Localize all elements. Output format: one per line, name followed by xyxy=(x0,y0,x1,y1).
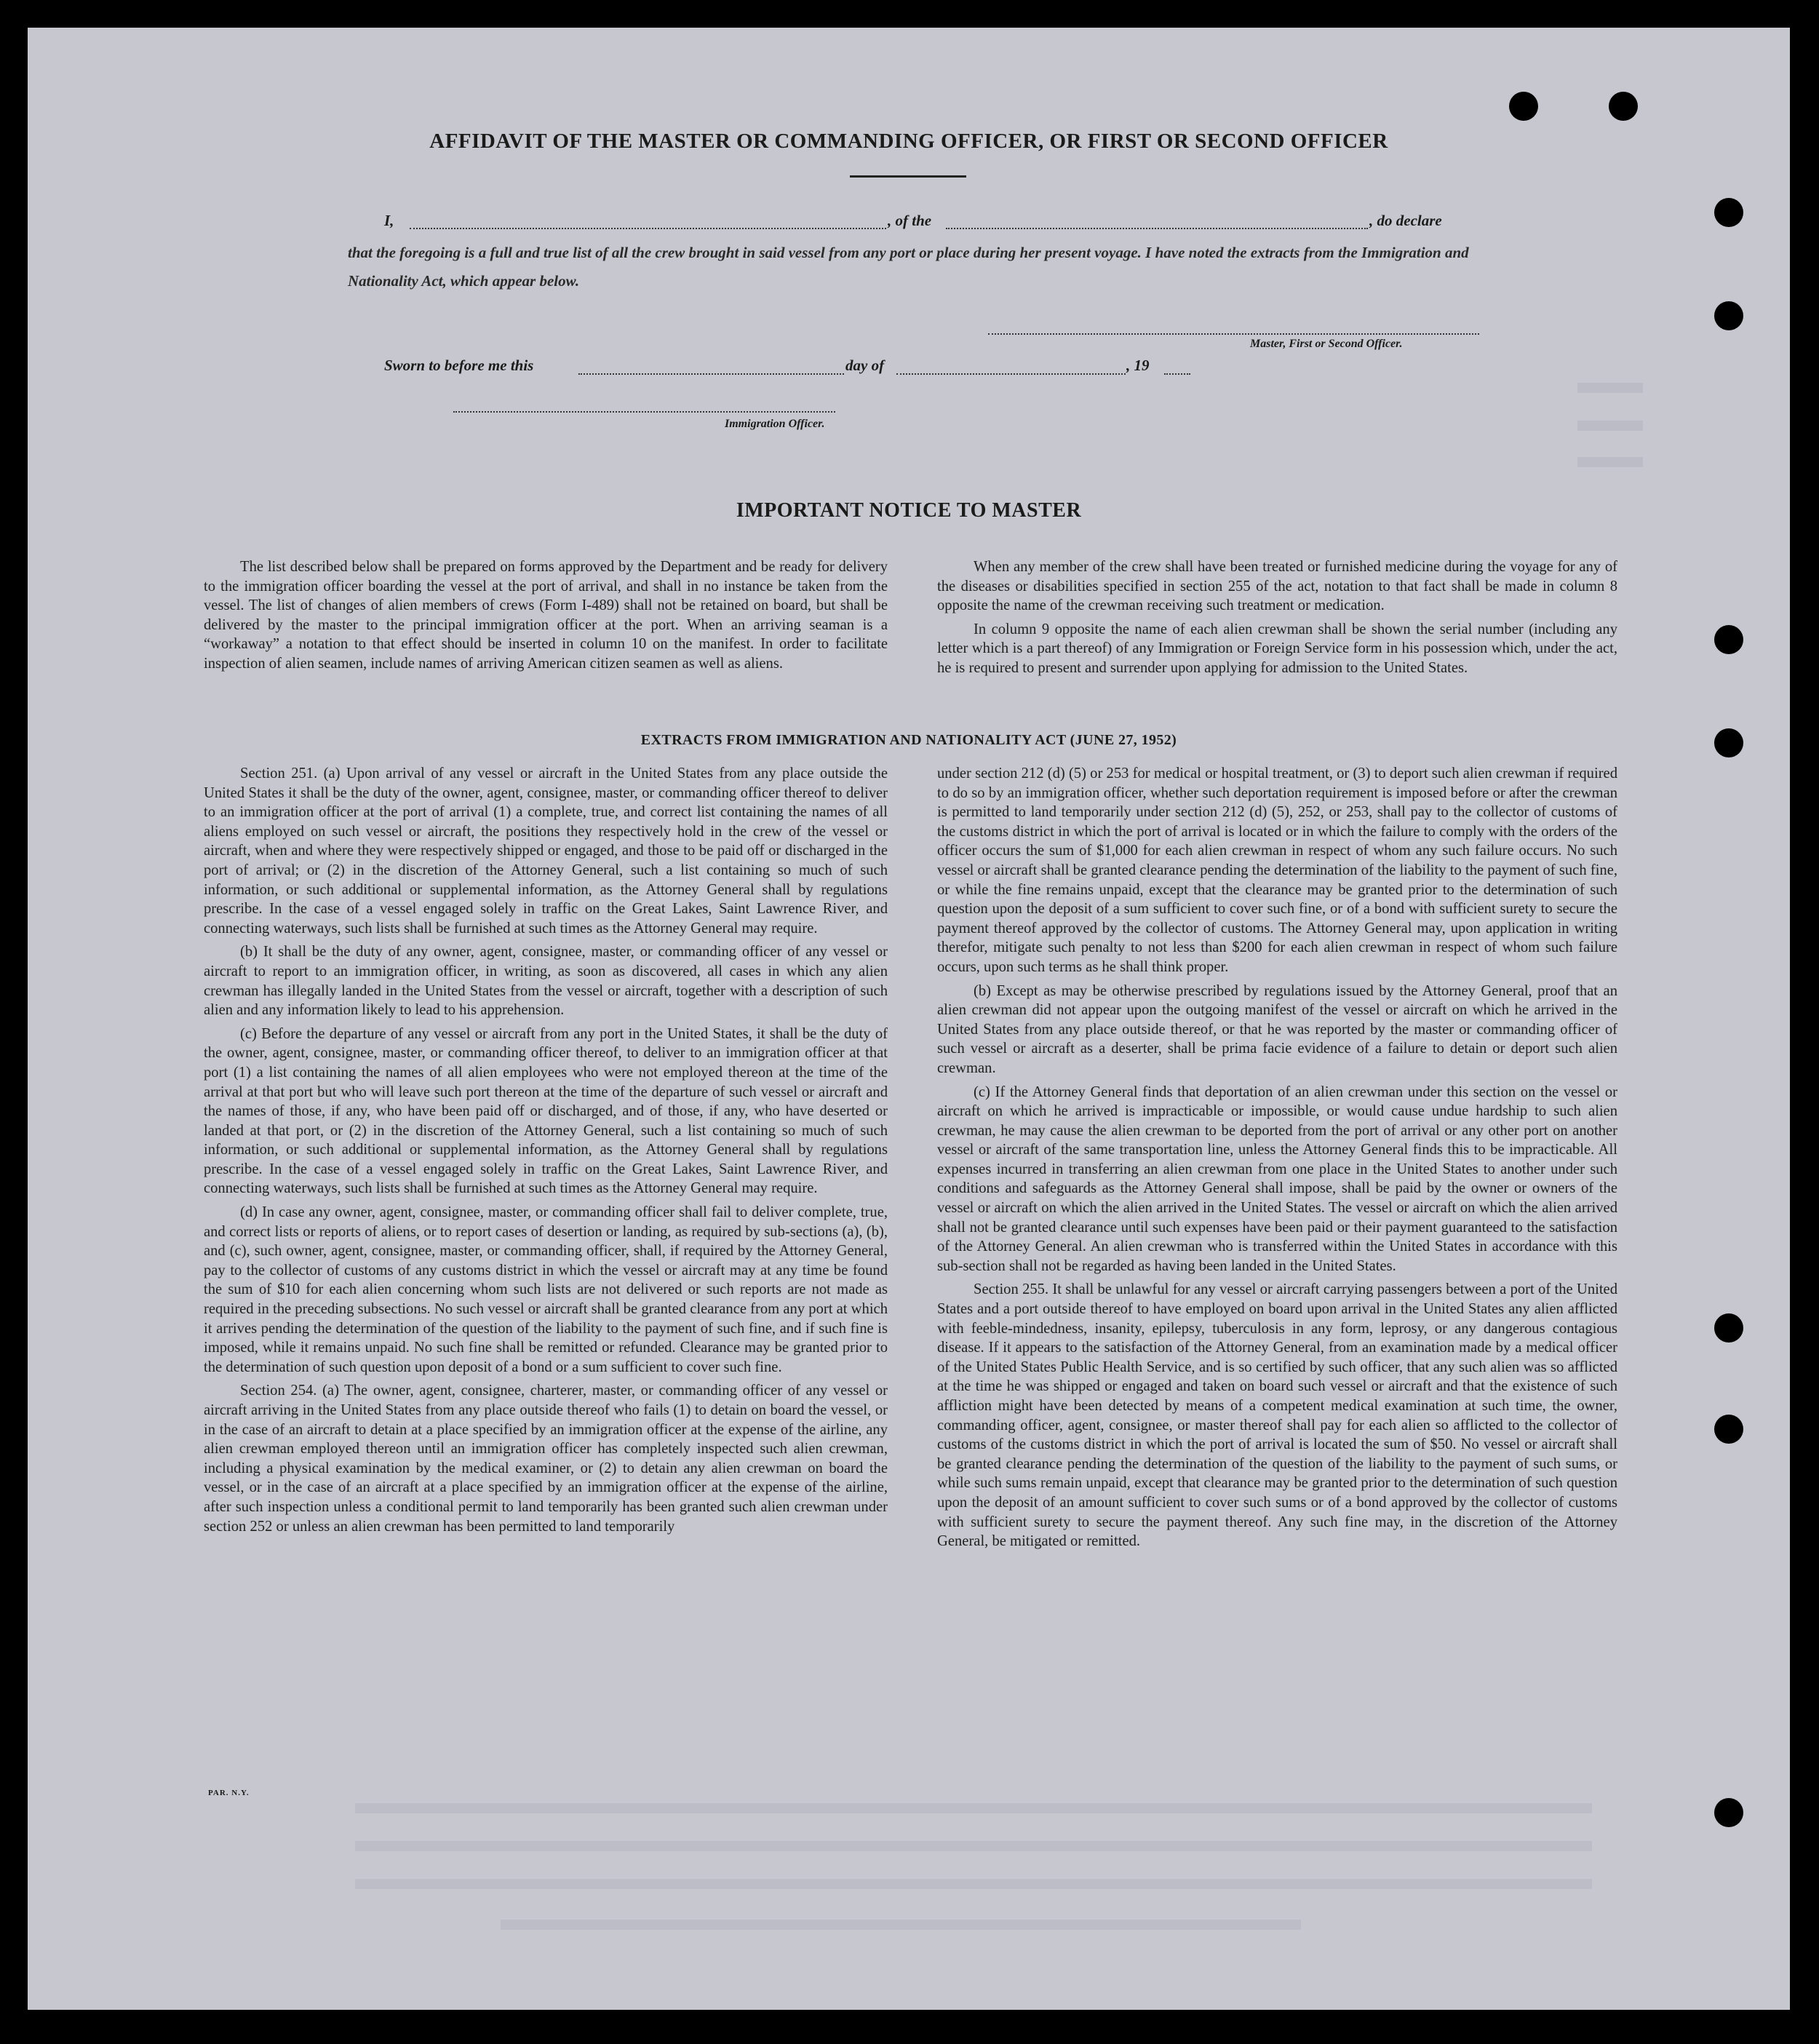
extract-paragraph: Section 251. (a) Upon arrival of any vessel or aircraft in the United States from any place outside the United States it shall be the duty of the owner, agent, consignee, master, or commanding officer thereof to deliver to an immigration officer at the port of arrival (1) a complete, true, and correct list containing the names of all aliens employed on such vessel or aircraft, the positions they respectively hold in the crew of the vessel or aircraft, when and where they were respectively shipped or engaged, and those to be paid off or discharged in the port of arrival; or (2) in the discretion of the Attorney General, such a list containing so much of such information, or such additional or supplemental information, as the Attorney General shall by regulations prescribe. In the case of a vessel engaged solely in traffic on the Great Lakes, Saint Lawrence River, and connecting waterways, such lists shall be furnished at such times as the Attorney General may require. xyxy=(204,765,888,936)
declaration-do-declare-label: , do declare xyxy=(1369,212,1442,229)
extract-paragraph: (b) Except as may be otherwise prescribed by regulations issued by the Attorney General, proof that an alien crewman did not appear upon the outgoing manifest of the vessel or aircraft on which he arrived in the United States from any place outside thereof, or that he was reported by the master or commanding officer of such vessel or aircraft as a deserter, shall be prima facie evidence of a failure to detain or deport such alien crewman. xyxy=(937,982,1617,1076)
immigration-officer-label: Immigration Officer. xyxy=(725,418,825,430)
notice-title: IMPORTANT NOTICE TO MASTER xyxy=(736,499,1082,522)
notice-left-column xyxy=(204,557,888,674)
extracts-left-column xyxy=(204,764,888,1536)
bleed-through-mark xyxy=(355,1803,1592,1813)
immigration-officer-signature-line[interactable] xyxy=(453,411,835,413)
affidavit-title: AFFIDAVIT OF THE MASTER OR COMMANDING OFFICER, OR FIRST OR SECOND OFFICER xyxy=(429,130,1388,153)
vessel-field-line[interactable] xyxy=(946,228,1368,229)
punch-hole xyxy=(1714,198,1743,227)
bleed-through-mark xyxy=(355,1879,1592,1889)
extracts-title: EXTRACTS FROM IMMIGRATION AND NATIONALITY ACT (JUNE 27, 1952) xyxy=(640,732,1177,748)
punch-hole xyxy=(1714,1415,1743,1444)
bleed-through-mark xyxy=(1577,457,1643,467)
name-field-line[interactable] xyxy=(410,228,886,229)
printer-mark: PAR. N.Y. xyxy=(208,1789,250,1797)
master-signature-label: Master, First or Second Officer. xyxy=(1250,338,1403,350)
sworn-label: Sworn to before me this xyxy=(384,357,534,374)
extract-paragraph: (d) In case any owner, agent, consignee, master, or commanding officer shall fail to deliver complete, true, and correct lists or reports of aliens, or to report cases of desertion or landing, as required by sub-sections (a), (b), and (c), such owner, agent, consignee, master, or commanding officer, shall, if required by the Attorney General, pay to the collector of customs of any customs district in which the vessel or aircraft may at any time be found the sum of $10 for each alien concerning whom such lists are not delivered or such reports are not made as required in the preceding subsections. No such vessel or aircraft shall be granted clearance from any port at which it arrives pending the determination of the question of the liability to the payment of such fine, and if such fine is imposed, while it remains unpaid. No such fine shall be remitted or refunded. Clearance may be granted prior to the determination of such question upon deposit of a bond or a sum sufficient to cover such fine. xyxy=(204,1204,888,1375)
punch-hole xyxy=(1509,92,1538,121)
sworn-day-field-line[interactable] xyxy=(578,373,844,375)
punch-hole xyxy=(1714,1313,1743,1343)
extract-paragraph: (c) Before the departure of any vessel or aircraft from any port in the United States, it shall be the duty of the owner, agent, consignee, master, or commanding officer thereof, to deliver to an immigration officer at that port (1) a list containing the names of all alien employees who were not employed thereon at the time of the arrival at that port but who will leave such port thereon at the time of the departure of such vessel or aircraft and the names of those, if any, who have been paid off or discharged, and of those, if any, who have deserted or landed at that port, or (2) in the discretion of the Attorney General, such a list containing so much of such information, or such additional or supplemental information, as the Attorney General shall by regulations prescribe. In the case of a vessel engaged solely in traffic on the Great Lakes, Saint Lawrence River, and connecting waterways, such lists shall be furnished at such times as the Attorney General may require. xyxy=(204,1025,888,1197)
declaration-i-label: I, xyxy=(384,212,394,229)
punch-hole xyxy=(1714,301,1743,330)
notice-paragraph: The list described below shall be prepared on forms approved by the Department and be ready for delivery to the immigration officer boarding the vessel at the port of arrival, and shall in no instance be taken from the vessel. The list of changes of alien members of crews (Form I-489) shall not be retained on board, but shall be delivered by the master to the principal immigration officer at the port. When an arriving seaman is a “workaway” a notation to that effect should be inserted in column 10 on the manifest. In order to facilitate inspection of alien seamen, include names of arriving American citizen seamen as well as aliens. xyxy=(204,559,888,672)
sworn-month-field-line[interactable] xyxy=(896,373,1126,375)
declaration-body: that the foregoing is a full and true list of all the crew brought in said vessel from any port or place during her present voyage. I have noted the extracts from the Immigration and Nationality Act, which appear below. xyxy=(348,244,1469,290)
declaration-of-the-label: , of the xyxy=(888,212,932,229)
sworn-year-field-line[interactable] xyxy=(1164,373,1190,375)
year-label: , 19 xyxy=(1126,357,1150,374)
notice-paragraph: In column 9 opposite the name of each alien crewman shall be shown the serial number (including any letter which is a part thereof) of any Immigration or Foreign Service form in his possession which, under the act, he is required to present and surrender upon applying for admission to the United States. xyxy=(937,621,1617,676)
bleed-through-mark xyxy=(501,1920,1301,1930)
notice-right-column xyxy=(937,557,1617,678)
bleed-through-mark xyxy=(1577,421,1643,431)
punch-hole xyxy=(1714,1798,1743,1827)
extract-paragraph: under section 212 (d) (5) or 253 for medical or hospital treatment, or (3) to deport such alien crewman if required to do so by an immigration officer, whether such deportation requirement is imposed before or after the crewman is permitted to land temporarily under section 212 (d) (5), 252, or 253, shall pay to the collector of customs of the customs district in which the port of arrival is located or in which the failure to comply with the orders of the officer occurs the sum of $1,000 for each alien crewman in respect of whom any such failure occurs. No such vessel or aircraft shall be granted clearance pending the determination of the liability to the payment of such fine, or while the fine remains unpaid, except that the clearance may be granted prior to the determination of such question upon the deposit of a sum sufficient to cover such fine, or of a bond with sufficient surety to secure the payment thereof approved by the collector of customs. The Attorney General may, upon application in writing therefor, mitigate such penalty to not less than $200 for each alien crewman in respect of whom such failure occurs, upon such terms as he shall think proper. xyxy=(937,765,1617,975)
punch-hole xyxy=(1609,92,1638,121)
extract-paragraph: (b) It shall be the duty of any owner, agent, consignee, master, or commanding officer of any vessel or aircraft to report to an immigration officer, in writing, as soon as discovered, all cases in which any alien crewman has illegally landed in the United States from the vessel or aircraft, together with a description of such alien and any information likely to lead to his apprehension. xyxy=(204,944,888,1019)
master-signature-line[interactable] xyxy=(988,333,1479,335)
bleed-through-mark xyxy=(355,1841,1592,1851)
extracts-right-column xyxy=(937,764,1617,1551)
extract-paragraph: Section 254. (a) The owner, agent, consignee, charterer, master, or commanding officer of any vessel or aircraft arriving in the United States from any place outside thereof who fails (1) to detain on board the vessel, or in the case of an aircraft to detain at a place specified by an immigration officer at the expense of the airline, any alien crewman employed thereon until an immigration officer has completely inspected such alien crewman, including a physical examination by the medical examiner, or (2) to detain any alien crewman on board the vessel, or in the case of an aircraft at a place specified by an immigration officer at the expense of the airline, after such inspection unless a conditional permit to land temporarily has been granted such alien crewman under section 252 or unless an alien crewman has been permitted to land temporarily xyxy=(204,1383,888,1535)
punch-hole xyxy=(1714,625,1743,654)
extract-paragraph: (c) If the Attorney General finds that deportation of an alien crewman under this section on the vessel or aircraft on which he arrived is impracticable or impossible, or would cause undue hardship to such alien crewman, he may cause the alien crewman to be deported from the port of arrival or any other port on another vessel or aircraft of the same transportation line, unless the Attorney General finds this to be impracticable. All expenses incurred in transferring an alien crewman from one place in the United States to another under such conditions and safeguards as the Attorney General shall impose, shall be paid by the owner or owners of the vessel or aircraft on which the alien arrived in the United States. The vessel or aircraft on which the alien arrived shall not be granted clearance until such expenses have been paid or their payment guaranteed to the satisfaction of the Attorney General. An alien crewman who is transferred within the United States in accordance with this sub-section shall not be regarded as having been landed in the United States. xyxy=(937,1083,1617,1274)
day-of-label: day of xyxy=(845,357,885,374)
bleed-through-mark xyxy=(1577,383,1643,393)
title-underline xyxy=(850,175,966,178)
extract-paragraph: Section 255. It shall be unlawful for any vessel or aircraft carrying passengers between a port of the United States and a port outside thereof to have employed on board upon arrival in the United States any alien afflicted with feeble-mindedness, insanity, epilepsy, tuberculosis in any form, leprosy, or any dangerous contagious disease. If it appears to the satisfaction of the Attorney General, from an examination made by a medical officer of the United States Public Health Service, and is so certified by such officer, that any such alien was so afflicted at the time he was shipped or engaged and taken on board such vessel or aircraft and that the existence of such affliction might have been detected by means of a competent medical examination at such time, the owner, commanding officer, agent, consignee, or master thereof shall pay for each alien so afflicted to the collector of customs of the customs district in which the port of arrival is located the sum of $50. No vessel or aircraft shall be granted clearance pending the determination of the question of the liability to the payment of such sums, or while such sums remain unpaid, except that clearance may be granted prior to the determination of such question upon the deposit of an amount sufficient to cover such sums or of a bond approved by the collector of customs with sufficient surety to secure the payment thereof. Any such fine may, in the discretion of the Attorney General, be mitigated or remitted. xyxy=(937,1281,1617,1550)
document-page xyxy=(28,28,1790,2010)
notice-paragraph: When any member of the crew shall have been treated or furnished medicine during the voyage for any of the diseases or disabilities specified in section 255 of the act, notation to that fact shall be made in column 8 opposite the name of the crewman receiving such treatment or medication. xyxy=(937,559,1617,614)
